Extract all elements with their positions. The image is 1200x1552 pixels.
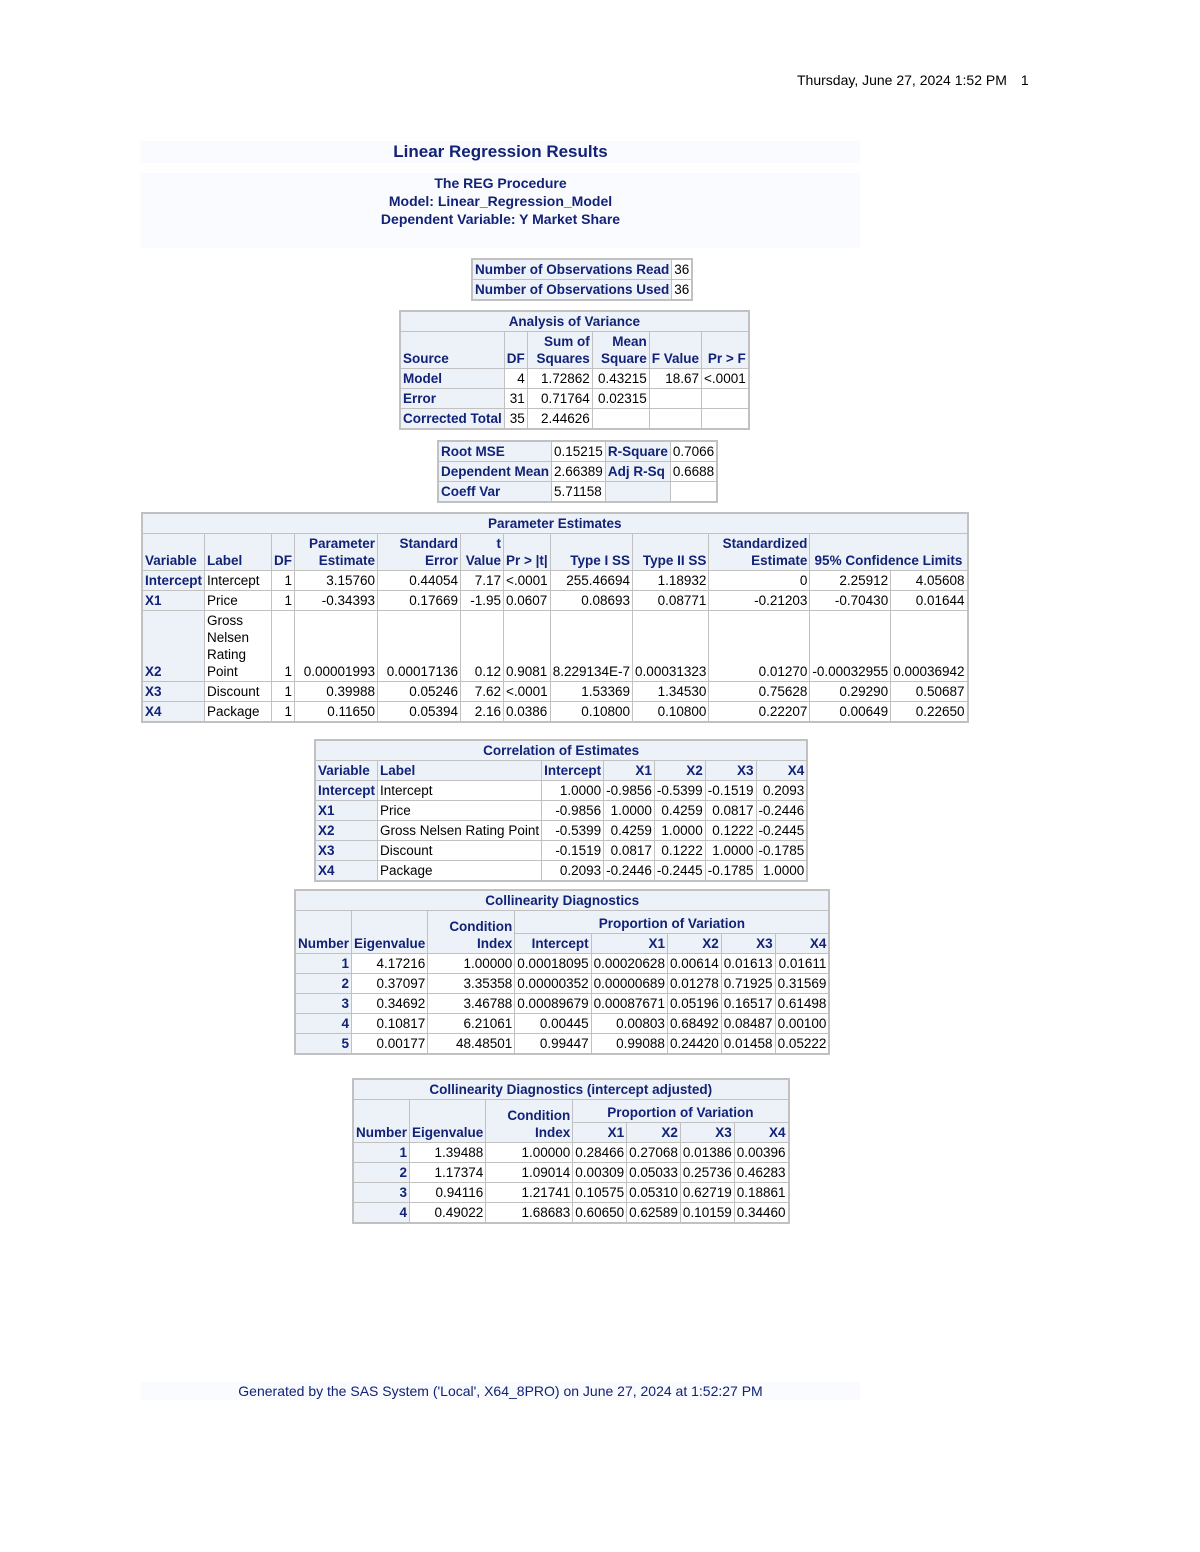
table-row: [295, 1014, 829, 1034]
source-label: Corrected Total: [400, 409, 504, 430]
colladj-caption: Collinearity Diagnostics (intercept adjusted): [353, 1079, 789, 1100]
p-value-cell: <.0001: [504, 682, 551, 702]
table-row: [353, 1163, 789, 1183]
correlation-cell: -0.9856: [604, 781, 655, 801]
obs-used-label: Number of Observations Used: [472, 280, 672, 301]
estimate-cell: 0.00017136: [378, 611, 461, 682]
diagnostic-cell: 0.01458: [721, 1034, 775, 1055]
row-number: 4: [353, 1203, 410, 1224]
column-header: Intercept: [515, 934, 591, 954]
table-row: [353, 1143, 789, 1163]
diagnostic-cell: 0.46283: [734, 1163, 788, 1183]
correlation-cell: 0.4259: [604, 821, 655, 841]
column-header: DF: [504, 332, 527, 369]
column-header: 95% Confidence Limits: [810, 534, 968, 571]
estimate-cell: 3.15760: [295, 571, 378, 591]
report-title: Linear Regression Results: [141, 141, 860, 163]
diagnostic-cell: 0.10575: [573, 1183, 627, 1203]
column-header: X4: [756, 761, 807, 781]
fit-stat-label: [605, 482, 670, 503]
estimate-cell: 0.10800: [550, 702, 632, 723]
column-header: Eigenvalue: [410, 1100, 486, 1143]
diagnostic-cell: 0.00087671: [591, 994, 667, 1014]
dependent-variable-title: Dependent Variable: Y Market Share: [380, 211, 621, 227]
row-number: 1: [353, 1143, 410, 1163]
column-header: X4: [734, 1123, 788, 1143]
column-header: Intercept: [542, 761, 604, 781]
collinearity-adjusted-table: [352, 1078, 790, 1224]
diagnostic-cell: 48.48501: [428, 1034, 515, 1055]
table-row: [400, 389, 749, 409]
sum-of-squares-cell: 1.72862: [527, 369, 592, 389]
estimate-cell: -0.70430: [810, 591, 891, 611]
row-number: 2: [353, 1163, 410, 1183]
table-row: [472, 280, 692, 301]
column-group-header: Proportion of Variation: [515, 911, 830, 934]
variable-label: Price: [378, 801, 542, 821]
collinearity-table: [294, 889, 830, 1055]
column-header: X3: [705, 761, 756, 781]
page-header: [797, 72, 1029, 88]
fit-stat-value: 0.6688: [670, 462, 717, 482]
correlation-cell: 1.0000: [654, 821, 705, 841]
estimate-cell: 1.53369: [550, 682, 632, 702]
diagnostic-cell: 0.94116: [410, 1183, 486, 1203]
variable-label: Gross Nelsen Rating Point: [205, 611, 272, 682]
estimate-cell: 0.05246: [378, 682, 461, 702]
p-value-cell: [702, 389, 749, 409]
column-header: X2: [667, 934, 721, 954]
estimate-cell: 255.46694: [550, 571, 632, 591]
estimate-cell: 0.11650: [295, 702, 378, 723]
correlation-cell: 0.4259: [654, 801, 705, 821]
column-header: Number: [353, 1100, 410, 1143]
variable-label: Intercept: [378, 781, 542, 801]
column-header: Mean Square: [592, 332, 649, 369]
diagnostic-cell: 0.05222: [775, 1034, 829, 1055]
diagnostic-cell: 0.08487: [721, 1014, 775, 1034]
diagnostic-cell: 0.16517: [721, 994, 775, 1014]
diagnostic-cell: 0.01611: [775, 954, 829, 974]
table-row: [315, 841, 807, 861]
estimate-cell: 0.00031323: [633, 611, 709, 682]
correlation-table: [314, 739, 808, 882]
p-value-cell: 0.0607: [504, 591, 551, 611]
variable-name: Intercept: [142, 571, 205, 591]
diagnostic-cell: 0.31569: [775, 974, 829, 994]
estimate-cell: 0.05394: [378, 702, 461, 723]
estimate-cell: 0.17669: [378, 591, 461, 611]
df-cell: 31: [504, 389, 527, 409]
column-header: Label: [378, 761, 542, 781]
diagnostic-cell: 0.00177: [352, 1034, 428, 1055]
diagnostic-cell: 1.68683: [486, 1203, 573, 1224]
fit-stat-label: Adj R-Sq: [605, 462, 670, 482]
procedure-title: The REG Procedure: [434, 175, 567, 191]
fit-stat-value: [670, 482, 717, 503]
variable-name: X4: [142, 702, 205, 723]
correlation-cell: -0.2446: [756, 801, 807, 821]
diagnostic-cell: 0.61498: [775, 994, 829, 1014]
mean-square-cell: 0.02315: [592, 389, 649, 409]
column-header: Pr > F: [702, 332, 749, 369]
table-row: [142, 611, 968, 682]
table-row: [353, 1183, 789, 1203]
column-header: Source: [400, 332, 504, 369]
diagnostic-cell: 1.21741: [486, 1183, 573, 1203]
table-row: [315, 861, 807, 882]
variable-label: Package: [205, 702, 272, 723]
column-group-header: Proportion of Variation: [573, 1100, 789, 1123]
diagnostic-cell: 1.17374: [410, 1163, 486, 1183]
column-header: Label: [205, 534, 272, 571]
table-row: [438, 482, 717, 503]
fit-stat-label: Coeff Var: [438, 482, 552, 503]
diagnostic-cell: 0.25736: [680, 1163, 734, 1183]
table-row: [315, 821, 807, 841]
table-row: [315, 781, 807, 801]
estimate-cell: 1.18932: [633, 571, 709, 591]
column-header: Variable: [142, 534, 205, 571]
correlation-cell: 1.0000: [756, 861, 807, 882]
diagnostic-cell: 0.62589: [627, 1203, 681, 1224]
correlation-cell: -0.2446: [604, 861, 655, 882]
table-row: [400, 369, 749, 389]
column-header: Variable: [315, 761, 378, 781]
variable-label: Gross Nelsen Rating Point: [378, 821, 542, 841]
fit-stat-value: 5.71158: [552, 482, 606, 503]
diagnostic-cell: 3.35358: [428, 974, 515, 994]
obs-read-label: Number of Observations Read: [472, 259, 672, 280]
column-header: Parameter Estimate: [295, 534, 378, 571]
fit-stat-value: 0.7066: [670, 441, 717, 462]
row-number: 4: [295, 1014, 352, 1034]
df-cell: 1: [272, 702, 295, 723]
diagnostic-cell: 0.60650: [573, 1203, 627, 1224]
estimate-cell: 0.50687: [891, 682, 968, 702]
source-label: Model: [400, 369, 504, 389]
diagnostic-cell: 0.28466: [573, 1143, 627, 1163]
row-number: 3: [295, 994, 352, 1014]
correlation-cell: -0.1519: [542, 841, 604, 861]
page-number: 1: [1020, 72, 1029, 88]
correlation-cell: 1.0000: [705, 841, 756, 861]
p-value-cell: [702, 409, 749, 430]
table-row: [295, 974, 829, 994]
p-value-cell: 0.9081: [504, 611, 551, 682]
diagnostic-cell: 0.01386: [680, 1143, 734, 1163]
variable-name: X4: [315, 861, 378, 882]
diagnostic-cell: 0.34460: [734, 1203, 788, 1224]
fit-stat-label: Dependent Mean: [438, 462, 552, 482]
diagnostic-cell: 1.39488: [410, 1143, 486, 1163]
diagnostic-cell: 0.00000689: [591, 974, 667, 994]
mean-square-cell: 0.43215: [592, 369, 649, 389]
correlation-cell: 1.0000: [604, 801, 655, 821]
estimate-cell: 0.39988: [295, 682, 378, 702]
column-header: t Value: [461, 534, 504, 571]
coll-caption: Collinearity Diagnostics: [295, 890, 829, 911]
diagnostic-cell: 0.05310: [627, 1183, 681, 1203]
estimate-cell: 0.01270: [709, 611, 810, 682]
column-header: Condition Index: [486, 1100, 573, 1143]
column-header: Standardized Estimate: [709, 534, 810, 571]
diagnostic-cell: 0.00100: [775, 1014, 829, 1034]
column-header: Condition Index: [428, 911, 515, 954]
variable-name: X3: [142, 682, 205, 702]
report-footer: Generated by the SAS System ('Local', X64_8PRO) on June 27, 2024 at 1:52:27 PM: [141, 1382, 860, 1400]
estimate-cell: 0.29290: [810, 682, 891, 702]
diagnostic-cell: 0.68492: [667, 1014, 721, 1034]
table-row: [353, 1203, 789, 1224]
estimate-cell: 7.62: [461, 682, 504, 702]
fit-statistics-table: [437, 440, 718, 503]
df-cell: 4: [504, 369, 527, 389]
diagnostic-cell: 0.27068: [627, 1143, 681, 1163]
table-row: [315, 801, 807, 821]
column-header: X3: [721, 934, 775, 954]
column-header: X3: [680, 1123, 734, 1143]
table-row: [472, 259, 692, 280]
table-row: [142, 682, 968, 702]
diagnostic-cell: 0.00018095: [515, 954, 591, 974]
variable-label: Discount: [205, 682, 272, 702]
diagnostic-cell: 4.17216: [352, 954, 428, 974]
diagnostic-cell: 1.00000: [428, 954, 515, 974]
column-header: Type I SS: [550, 534, 632, 571]
diagnostic-cell: 0.10159: [680, 1203, 734, 1224]
diagnostic-cell: 0.05033: [627, 1163, 681, 1183]
column-header: X2: [654, 761, 705, 781]
diagnostic-cell: 0.00396: [734, 1143, 788, 1163]
estimate-cell: 0.44054: [378, 571, 461, 591]
table-row: [142, 591, 968, 611]
estimate-cell: 0.00649: [810, 702, 891, 723]
variable-name: Intercept: [315, 781, 378, 801]
model-title: Model: Linear_Regression_Model: [388, 193, 613, 209]
diagnostic-cell: 0.37097: [352, 974, 428, 994]
row-number: 2: [295, 974, 352, 994]
row-number: 5: [295, 1034, 352, 1055]
table-row: [295, 1034, 829, 1055]
f-value-cell: [649, 409, 701, 430]
diagnostic-cell: 0.01613: [721, 954, 775, 974]
diagnostic-cell: 0.00020628: [591, 954, 667, 974]
correlation-cell: 1.0000: [542, 781, 604, 801]
variable-label: Discount: [378, 841, 542, 861]
correlation-cell: 0.1222: [654, 841, 705, 861]
column-header: Eigenvalue: [352, 911, 428, 954]
variable-label: Price: [205, 591, 272, 611]
estimate-cell: 0: [709, 571, 810, 591]
estimate-cell: -0.34393: [295, 591, 378, 611]
diagnostic-cell: 0.24420: [667, 1034, 721, 1055]
diagnostic-cell: 0.00309: [573, 1163, 627, 1183]
estimate-cell: 7.17: [461, 571, 504, 591]
diagnostic-cell: 0.00445: [515, 1014, 591, 1034]
column-header: Number: [295, 911, 352, 954]
variable-name: X2: [142, 611, 205, 682]
mean-square-cell: [592, 409, 649, 430]
estimate-cell: 0.12: [461, 611, 504, 682]
correlation-cell: -0.2445: [654, 861, 705, 882]
correlation-cell: -0.1519: [705, 781, 756, 801]
estimate-cell: -1.95: [461, 591, 504, 611]
diagnostic-cell: 0.01278: [667, 974, 721, 994]
report-subtitles: [141, 173, 860, 248]
p-value-cell: 0.0386: [504, 702, 551, 723]
estimate-cell: 0.08771: [633, 591, 709, 611]
correlation-cell: 0.0817: [705, 801, 756, 821]
fit-stat-label: Root MSE: [438, 441, 552, 462]
row-number: 3: [353, 1183, 410, 1203]
estimate-cell: 2.25912: [810, 571, 891, 591]
obs-used-value: 36: [672, 280, 693, 301]
observations-table: [471, 258, 693, 301]
df-cell: 35: [504, 409, 527, 430]
estimate-cell: 0.10800: [633, 702, 709, 723]
table-row: [295, 994, 829, 1014]
column-header: X4: [775, 934, 829, 954]
obs-read-value: 36: [672, 259, 693, 280]
diagnostic-cell: 0.71925: [721, 974, 775, 994]
diagnostic-cell: 0.99447: [515, 1034, 591, 1055]
variable-label: Package: [378, 861, 542, 882]
diagnostic-cell: 1.09014: [486, 1163, 573, 1183]
anova-table: [399, 310, 750, 430]
correlation-cell: 0.2093: [542, 861, 604, 882]
report-datetime: Thursday, June 27, 2024 1:52 PM: [797, 72, 1007, 88]
f-value-cell: 18.67: [649, 369, 701, 389]
estimate-cell: 4.05608: [891, 571, 968, 591]
diagnostic-cell: 1.00000: [486, 1143, 573, 1163]
column-header: F Value: [649, 332, 701, 369]
estimate-cell: 1.34530: [633, 682, 709, 702]
p-value-cell: <.0001: [702, 369, 749, 389]
sum-of-squares-cell: 0.71764: [527, 389, 592, 409]
column-header: Pr > |t|: [504, 534, 551, 571]
diagnostic-cell: 0.05196: [667, 994, 721, 1014]
row-number: 1: [295, 954, 352, 974]
table-row: [142, 571, 968, 591]
correlation-cell: -0.1785: [756, 841, 807, 861]
correlation-cell: 0.1222: [705, 821, 756, 841]
variable-label: Intercept: [205, 571, 272, 591]
estimate-cell: 8.229134E-7: [550, 611, 632, 682]
estimate-cell: 0.75628: [709, 682, 810, 702]
correlation-cell: -0.2445: [756, 821, 807, 841]
p-value-cell: <.0001: [504, 571, 551, 591]
diagnostic-cell: 0.00000352: [515, 974, 591, 994]
diagnostic-cell: 0.62719: [680, 1183, 734, 1203]
estimate-cell: 0.08693: [550, 591, 632, 611]
diagnostic-cell: 6.21061: [428, 1014, 515, 1034]
diagnostic-cell: 0.10817: [352, 1014, 428, 1034]
diagnostic-cell: 0.00089679: [515, 994, 591, 1014]
diagnostic-cell: 0.00803: [591, 1014, 667, 1034]
column-header: Sum of Squares: [527, 332, 592, 369]
correlation-cell: -0.5399: [654, 781, 705, 801]
fit-stat-value: 0.15215: [552, 441, 606, 462]
source-label: Error: [400, 389, 504, 409]
column-header: Type II SS: [633, 534, 709, 571]
correlation-cell: 0.2093: [756, 781, 807, 801]
df-cell: 1: [272, 682, 295, 702]
estimate-cell: -0.21203: [709, 591, 810, 611]
diagnostic-cell: 0.00614: [667, 954, 721, 974]
parameter-estimates-table: [141, 512, 969, 723]
diagnostic-cell: 0.34692: [352, 994, 428, 1014]
diagnostic-cell: 3.46788: [428, 994, 515, 1014]
column-header: X2: [627, 1123, 681, 1143]
estimate-cell: 0.22650: [891, 702, 968, 723]
fit-stat-label: R-Square: [605, 441, 670, 462]
table-row: [400, 409, 749, 430]
column-header: X1: [604, 761, 655, 781]
df-cell: 1: [272, 591, 295, 611]
estimate-cell: 0.22207: [709, 702, 810, 723]
table-row: [295, 954, 829, 974]
correlation-cell: -0.5399: [542, 821, 604, 841]
variable-name: X2: [315, 821, 378, 841]
diagnostic-cell: 0.18861: [734, 1183, 788, 1203]
params-caption: Parameter Estimates: [142, 513, 968, 534]
df-cell: 1: [272, 611, 295, 682]
f-value-cell: [649, 389, 701, 409]
anova-caption: Analysis of Variance: [400, 311, 749, 332]
estimate-cell: -0.00032955: [810, 611, 891, 682]
table-row: [438, 462, 717, 482]
diagnostic-cell: 0.99088: [591, 1034, 667, 1055]
estimate-cell: 0.01644: [891, 591, 968, 611]
sum-of-squares-cell: 2.44626: [527, 409, 592, 430]
corr-caption: Correlation of Estimates: [315, 740, 807, 761]
estimate-cell: 0.00001993: [295, 611, 378, 682]
column-header: DF: [272, 534, 295, 571]
column-header: Standard Error: [378, 534, 461, 571]
estimate-cell: 0.00036942: [891, 611, 968, 682]
column-header: X1: [573, 1123, 627, 1143]
correlation-cell: 0.0817: [604, 841, 655, 861]
correlation-cell: -0.1785: [705, 861, 756, 882]
correlation-cell: -0.9856: [542, 801, 604, 821]
variable-name: X3: [315, 841, 378, 861]
table-row: [438, 441, 717, 462]
variable-name: X1: [315, 801, 378, 821]
variable-name: X1: [142, 591, 205, 611]
estimate-cell: 2.16: [461, 702, 504, 723]
column-header: X1: [591, 934, 667, 954]
diagnostic-cell: 0.49022: [410, 1203, 486, 1224]
fit-stat-value: 2.66389: [552, 462, 606, 482]
table-row: [142, 702, 968, 723]
df-cell: 1: [272, 571, 295, 591]
